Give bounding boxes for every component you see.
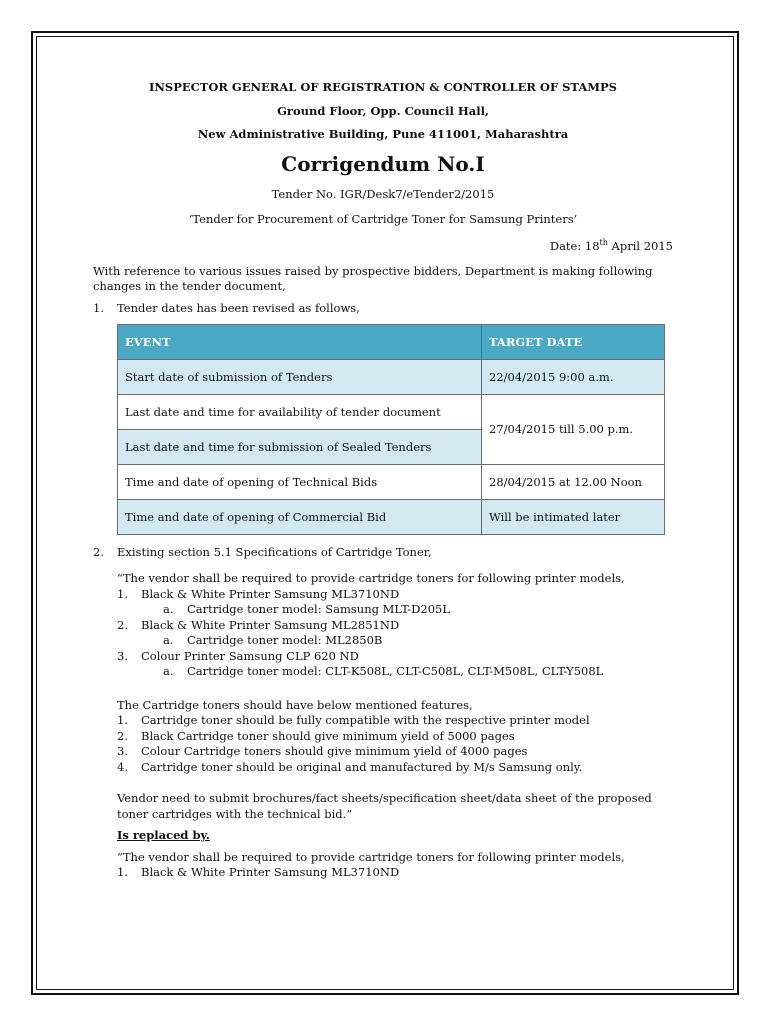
sub-list-item [117, 633, 673, 649]
vendor-quote-revised: “The vendor shall be required to provide cartridge toners for following printer models, [117, 849, 625, 864]
list-number: 4. [117, 759, 128, 774]
list-number: 1. [117, 865, 128, 880]
vendor-submit-note: Vendor need to submit brochures/fact sheets/specification sheet/data sheet of the proposed toner cartridges with the technical bid.” [117, 791, 652, 821]
sub-list-text: Cartridge toner model: Samsung MLT-D205L [187, 602, 450, 617]
list-number: 1. [117, 586, 128, 601]
tender-number: Tender No. IGR/Desk7/eTender2/2015 [271, 186, 495, 201]
list-number: 1. [117, 713, 128, 728]
document-body [93, 80, 673, 881]
list-number: 2. [93, 545, 104, 560]
date-superscript: th [599, 237, 608, 247]
list-number: 1. [93, 300, 104, 315]
sub-list-text: Cartridge toner model: CLT-K508L, CLT-C508L, CLT-M508L, CLT-Y508L [187, 664, 604, 679]
list-number: 2. [117, 617, 128, 632]
list-item [117, 744, 673, 760]
list-text: Tender dates has been revised as follows, [117, 300, 360, 315]
list-item [117, 865, 673, 881]
table-cell-event: Time and date of opening of Technical Bids [118, 465, 482, 500]
list-item [117, 618, 673, 634]
table-cell-event: Last date and time for submission of Sealed Tenders [118, 430, 482, 465]
list-item [117, 760, 673, 776]
sub-list-letter: a. [163, 602, 174, 617]
replaced-by-text: Is replaced by. [117, 828, 210, 843]
list-text: Colour Printer Samsung CLP 620 ND [141, 648, 359, 663]
features-intro: The Cartridge toners should have below mentioned features, [117, 697, 473, 712]
tender-name: ‘Tender for Procurement of Cartridge Toner for Samsung Printers’ [188, 212, 578, 227]
list-number: 3. [117, 648, 128, 663]
list-text: Cartridge toner should be original and manufactured by M/s Samsung only. [141, 759, 583, 774]
sub-list-text: Cartridge toner model: ML2850B [187, 633, 383, 648]
address-line-2: New Administrative Building, Pune 411001, Maharashtra [197, 127, 569, 142]
table-cell-date: Will be intimated later [482, 500, 665, 535]
list-item [117, 649, 673, 665]
table-header-row [118, 325, 665, 360]
sub-list-item [117, 664, 673, 680]
specification-block [93, 571, 673, 881]
table-cell-event: Time and date of opening of Commercial Bid [118, 500, 482, 535]
list-item [117, 729, 673, 745]
list-text: Black & White Printer Samsung ML2851ND [141, 617, 400, 632]
list-number: 2. [117, 728, 128, 743]
list-text: Black & White Printer Samsung ML3710ND [141, 586, 400, 601]
table-cell-event: Start date of submission of Tenders [118, 360, 482, 395]
table-row [118, 500, 665, 535]
vendor-quote: “The vendor shall be required to provide cartridge toners for following printer models, [117, 570, 625, 585]
letterhead [93, 80, 673, 228]
table-row [118, 465, 665, 500]
list-item [93, 301, 673, 317]
table-cell-date: 27/04/2015 till 5.00 p.m. [482, 395, 665, 465]
document-title: Corrigendum No.I [281, 151, 485, 176]
sub-list-item [117, 602, 673, 618]
document-date [93, 238, 673, 254]
list-text: Colour Cartridge toners should give minimum yield of 4000 pages [141, 744, 528, 759]
replaced-by-heading [117, 828, 673, 844]
list-text: Cartridge toner should be fully compatible with the respective printer model [141, 713, 590, 728]
table-row [118, 360, 665, 395]
list-text: Existing section 5.1 Specifications of Cartridge Toner, [117, 545, 432, 560]
dates-table [117, 324, 665, 535]
table-cell-event: Last date and time for availability of tender document [118, 395, 482, 430]
list-number: 3. [117, 744, 128, 759]
list-item [117, 713, 673, 729]
table-row [118, 395, 665, 430]
list-item [93, 545, 673, 561]
table-cell-date: 28/04/2015 at 12.00 Noon [482, 465, 665, 500]
sub-list-letter: a. [163, 633, 174, 648]
address-line-1: Ground Floor, Opp. Council Hall, [277, 103, 489, 118]
list-item [117, 587, 673, 603]
table-cell-date: 22/04/2015 9:00 a.m. [482, 360, 665, 395]
list-text: Black Cartridge toner should give minimum yield of 5000 pages [141, 728, 515, 743]
table-header-event: EVENT [118, 325, 482, 360]
date-text-suffix: April 2015 [607, 238, 673, 253]
intro-paragraph: With reference to various issues raised by prospective bidders, Department is making following changes in the tender document, [93, 263, 653, 294]
list-text: Black & White Printer Samsung ML3710ND [141, 865, 400, 880]
table-header-date: TARGET DATE [482, 325, 665, 360]
sub-list-letter: a. [163, 664, 174, 679]
authority-name: INSPECTOR GENERAL OF REGISTRATION & CONTROLLER OF STAMPS [149, 80, 617, 94]
date-text: Date: 18 [549, 238, 600, 253]
